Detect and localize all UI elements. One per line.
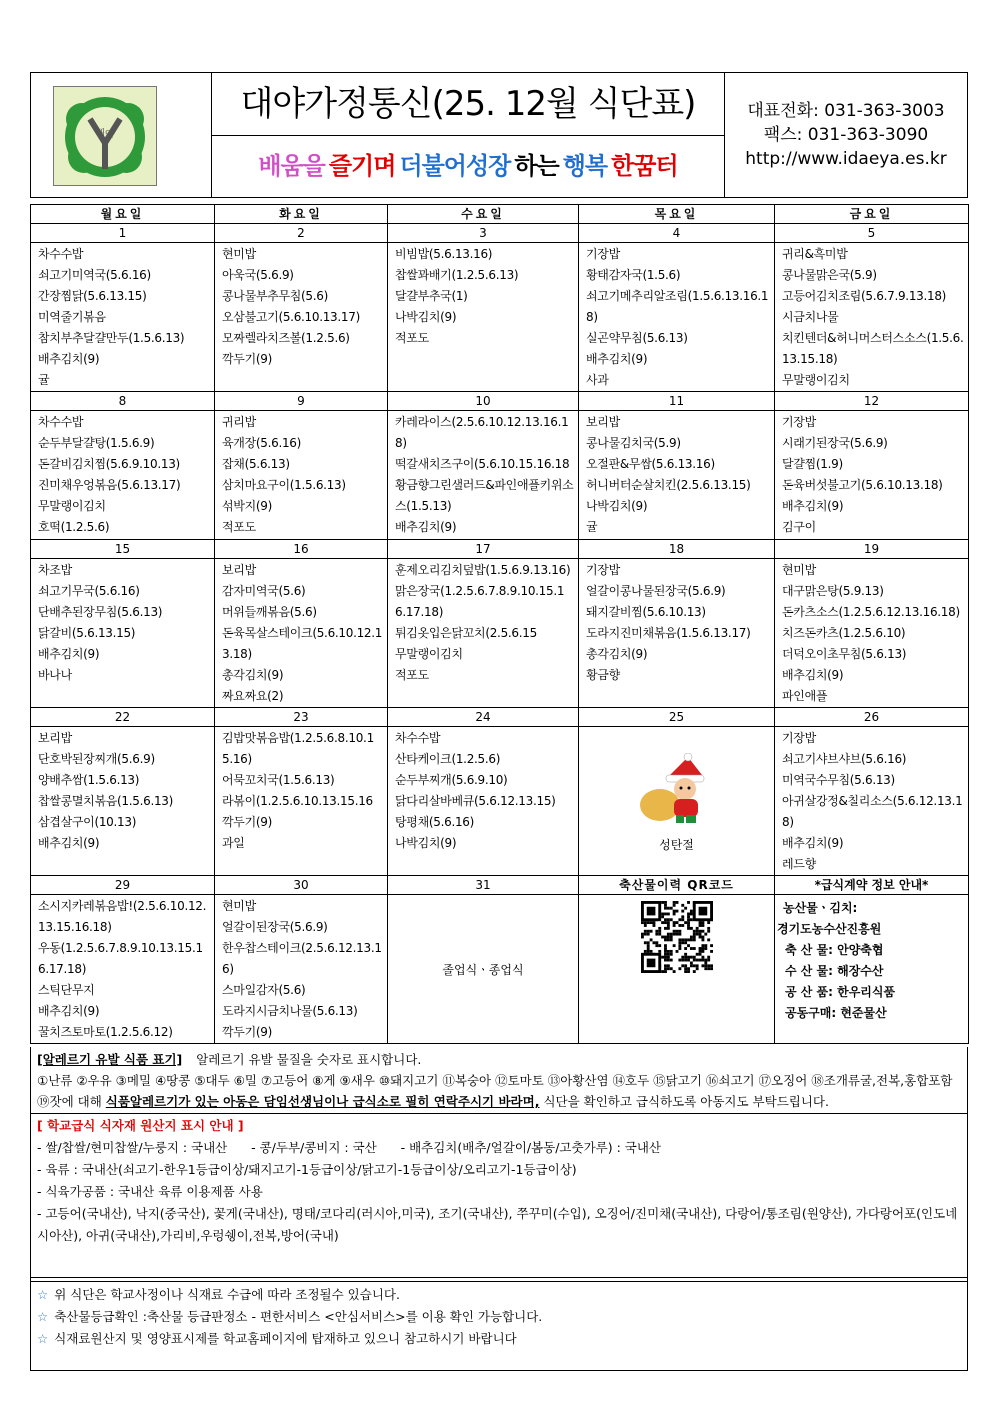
menu-item: 호떡(1.2.5.6) xyxy=(38,520,110,534)
menu-row xyxy=(31,411,969,540)
slogan-word: 배움을 xyxy=(258,152,325,180)
menu-item: 실곤약무침(5.6.13) xyxy=(586,331,688,345)
menu-item: 섞박지(9) xyxy=(222,499,272,513)
menu-item: 삼치마요구이(1.5.6.13) xyxy=(222,478,346,492)
fax-number: 팩스: 031-363-3090 xyxy=(763,125,929,145)
menu-item: 찹쌀꽈배기(1.2.5.6.13) xyxy=(395,268,519,282)
slogan-word: 한꿈터 xyxy=(611,152,678,180)
menu-cell xyxy=(579,411,775,540)
menu-item: 찹쌀콩멸치볶음(1.5.6.13) xyxy=(38,794,174,808)
menu-item: 적포도 xyxy=(395,668,429,682)
allergy-tail: 식단을 확인하고 급식하도록 아동지도 부탁드립니다. xyxy=(543,1094,829,1109)
menu-item: 모짜렐라치즈볼(1.2.5.6) xyxy=(222,331,350,345)
contract-info xyxy=(775,895,969,1044)
menu-cell xyxy=(31,243,215,392)
additional-notes xyxy=(30,1277,968,1371)
contract-header: *급식계약 정보 안내* xyxy=(775,876,969,895)
menu-item: 라볶이(1.2.5.6.10.13.15.16 xyxy=(222,794,373,808)
slogan-word: 즐기며 xyxy=(328,152,396,180)
menu-item: 배추김치(9) xyxy=(38,836,100,850)
contract-line: 농산물ㆍ김치: xyxy=(783,901,858,915)
menu-cell xyxy=(215,727,388,876)
menu-item: 배추김치(9) xyxy=(782,836,844,850)
menu-item: 현미밥 xyxy=(222,247,256,261)
date-number: 5 xyxy=(775,224,969,243)
allergy-list: ①난류 ②우유 ③메밀 ④땅콩 ⑤대두 ⑥밀 ⑦고등어 ⑧게 ⑨새우 ⑩돼지고기 ⑪복숭아 ⑫토마토 ⑬아황산염 ⑭호두 ⑮닭고기 ⑯쇠고기 ⑰오징어 ⑱조개류굴,전복,홍합포함 ⑲잣에 대해 xyxy=(37,1073,953,1109)
menu-item: 콩나물김치국(5.9) xyxy=(586,436,681,450)
menu-item: 황태감자국(1.5.6) xyxy=(586,268,681,282)
title-cell xyxy=(211,73,725,197)
menu-item: 보리밥 xyxy=(586,415,620,429)
menu-item: 도라지시금치나물(5.6.13) xyxy=(222,1004,358,1018)
menu-item: 훈제오리김치덮밥(1.5.6.9.13.16) xyxy=(395,563,571,577)
menu-item: 현미밥 xyxy=(782,563,816,577)
menu-cell xyxy=(579,243,775,392)
contract-line: 수 산 물: 해장수산 xyxy=(785,964,884,978)
holiday-cell xyxy=(579,727,775,876)
menu-item: 배추김치(9) xyxy=(782,499,844,513)
weekday-label: 목요일 xyxy=(579,205,775,224)
menu-item: 산타케이크(1.2.5.6) xyxy=(395,752,501,766)
santa-illustration-icon xyxy=(632,753,722,825)
menu-item: 기장밥 xyxy=(586,247,620,261)
date-number: 23 xyxy=(215,708,388,727)
menu-item: 맑은장국(1.2.5.6.7.8.9.10.15.16.17.18) xyxy=(395,584,565,619)
date-number: 10 xyxy=(388,392,579,411)
menu-item: 카레라이스(2.5.6.10.12.13.16.18) xyxy=(395,415,569,450)
menu-item: 고등어김치조림(5.6.7.9.13.18) xyxy=(782,289,947,303)
date-row xyxy=(31,876,969,895)
origin-heading: [ 학교급식 식자재 원산지 표시 안내 ] xyxy=(37,1118,244,1133)
menu-row xyxy=(31,559,969,708)
qr-header: 축산물이력 QR코드 xyxy=(579,876,775,895)
contract-line: 축 산 물: 안양축협 xyxy=(785,943,884,957)
menu-item: 양배추쌈(1.5.6.13) xyxy=(38,773,140,787)
menu-item: 깍두기(9) xyxy=(222,1025,272,1039)
menu-item: 순두부달걀탕(1.5.6.9) xyxy=(38,436,155,450)
menu-item: 현미밥 xyxy=(222,899,256,913)
date-number: 2 xyxy=(215,224,388,243)
note-text: 위 식단은 학교사정이나 식재료 수급에 따라 조정될수 있습니다. xyxy=(54,1287,400,1302)
menu-item: 어묵꼬치국(1.5.6.13) xyxy=(222,773,335,787)
weekday-label: 화요일 xyxy=(215,205,388,224)
menu-item: 더덕오이초무침(5.6.13) xyxy=(782,647,907,661)
menu-item: 돈육버섯불고기(5.6.10.13.18) xyxy=(782,478,943,492)
menu-item: 배추김치(9) xyxy=(38,1004,100,1018)
menu-item: 탕평채(5.6.16) xyxy=(395,815,475,829)
date-number: 11 xyxy=(579,392,775,411)
menu-cell xyxy=(388,727,579,876)
date-number: 31 xyxy=(388,876,579,895)
menu-item: 콩나물부추무침(5.6) xyxy=(222,289,328,303)
contract-line: 경기도농수산진흥원 xyxy=(777,922,882,936)
qr-cell xyxy=(579,895,775,1044)
menu-item: 무말랭이김치 xyxy=(38,499,106,513)
menu-item: 우동(1.2.5.6.7.8.9.10.13.15.16.17.18) xyxy=(38,941,203,976)
menu-item: 나박김치(9) xyxy=(395,836,457,850)
menu-item: 허니버터순살치킨(2.5.6.13.15) xyxy=(586,478,751,492)
star-icon: ☆ xyxy=(37,1287,49,1302)
menu-item: 삼겹살구이(10.13) xyxy=(38,815,137,829)
menu-item: 황금향 xyxy=(586,668,620,682)
menu-item: 귤 xyxy=(586,520,598,534)
menu-cell xyxy=(775,727,969,876)
menu-cell xyxy=(215,559,388,708)
menu-item: 비빔밥(5.6.13.16) xyxy=(395,247,493,261)
origin-line: - 육류 : 국내산(쇠고기-한우1등급이상/돼지고기-1등급이상/닭고기-1등급이상/오리고기-1등급이상) xyxy=(37,1162,577,1177)
menu-cell xyxy=(215,243,388,392)
menu-cell xyxy=(388,243,579,392)
menu-item: 쇠고기미역국(5.6.16) xyxy=(38,268,151,282)
date-number: 19 xyxy=(775,540,969,559)
menu-item: 돈육목살스테이크(5.6.10.12.13.18) xyxy=(222,626,383,661)
menu-item: 대구맑은탕(5.9.13) xyxy=(782,584,884,598)
menu-item: 사과 xyxy=(586,373,609,387)
date-number: 30 xyxy=(215,876,388,895)
allergy-notice xyxy=(30,1047,968,1114)
menu-item: 차수수밥 xyxy=(395,731,441,745)
menu-item: 돈카츠소스(1.2.5.6.12.13.16.18) xyxy=(782,605,960,619)
menu-item: 치킨텐더&허니머스터스소스(1.5.6.13.15.18) xyxy=(782,331,964,366)
ceremony-label: 졸업식ㆍ종업식 xyxy=(442,962,524,977)
date-row xyxy=(31,392,969,411)
menu-row xyxy=(31,727,969,876)
menu-item: 배추김치(9) xyxy=(38,647,100,661)
menu-item: 배추김치(9) xyxy=(586,352,648,366)
menu-item: 간장찜닭(5.6.13.15) xyxy=(38,289,147,303)
menu-cell xyxy=(579,559,775,708)
menu-item: 감자미역국(5.6) xyxy=(222,584,306,598)
menu-item: 돼지갈비찜(5.6.10.13) xyxy=(586,605,706,619)
svg-text:대야: 대야 xyxy=(95,129,115,140)
menu-item: 보리밥 xyxy=(222,563,256,577)
date-row xyxy=(31,540,969,559)
date-number: 29 xyxy=(31,876,215,895)
slogan-word: 하는 xyxy=(514,152,559,180)
allergy-heading: [알레르기 유발 식품 표기] xyxy=(37,1052,183,1067)
menu-item: 적포도 xyxy=(395,331,429,345)
school-slogan xyxy=(212,136,724,196)
menu-item: 얼갈이콩나물된장국(5.6.9) xyxy=(586,584,726,598)
menu-item: 배추김치(9) xyxy=(38,352,100,366)
menu-item: 파인애플 xyxy=(782,689,828,703)
meal-menu-table xyxy=(30,204,969,1044)
date-number: 17 xyxy=(388,540,579,559)
menu-item: 보리밥 xyxy=(38,731,72,745)
menu-item: 무말랭이김치 xyxy=(395,647,463,661)
menu-item: 쇠고기메추리알조림(1.5.6.13.16.18) xyxy=(586,289,769,324)
menu-row xyxy=(31,895,969,1044)
menu-item: 차수수밥 xyxy=(38,415,84,429)
menu-item: 미역줄기볶음 xyxy=(38,310,106,324)
note-item xyxy=(37,1306,961,1328)
slogan-word: 더불어성장 xyxy=(399,152,511,180)
origin-line: - 식육가공품 : 국내산 육류 이용제품 사용 xyxy=(37,1184,263,1199)
date-number: 12 xyxy=(775,392,969,411)
date-number: 15 xyxy=(31,540,215,559)
phone-number: 대표전화: 031-363-3003 xyxy=(747,101,945,121)
note-text: 식재료원산지 및 영양표시제를 학교홈페이지에 탑재하고 있으니 참고하시기 바랍니다 xyxy=(54,1331,517,1346)
tree-logo-icon xyxy=(54,87,156,185)
menu-cell xyxy=(215,411,388,540)
menu-item: 시래기된장국(5.6.9) xyxy=(782,436,888,450)
menu-cell xyxy=(388,411,579,540)
menu-item: 아욱국(5.6.9) xyxy=(222,268,294,282)
menu-item: 치즈돈카츠(1.2.5.6.10) xyxy=(782,626,906,640)
menu-item: 총각김치(9) xyxy=(586,647,648,661)
menu-item: 짜요짜요(2) xyxy=(222,689,284,703)
note-item xyxy=(37,1284,961,1306)
menu-item: 나박김치(9) xyxy=(586,499,648,513)
star-icon: ☆ xyxy=(37,1331,49,1346)
star-icon: ☆ xyxy=(37,1309,49,1324)
menu-item: 무말랭이김치 xyxy=(782,373,850,387)
menu-item: 달걀찜(1.9) xyxy=(782,457,843,471)
allergy-intro: 알레르기 유발 물질을 숫자로 표시합니다. xyxy=(196,1052,422,1067)
menu-item: 차수수밥 xyxy=(38,247,84,261)
menu-item: 단호박된장찌개(5.6.9) xyxy=(38,752,155,766)
header xyxy=(30,72,968,198)
date-row xyxy=(31,224,969,243)
menu-cell xyxy=(775,411,969,540)
menu-item: 닭다리살바베큐(5.6.12.13.15) xyxy=(395,794,556,808)
school-url[interactable]: http://www.idaeya.es.kr xyxy=(745,149,947,169)
menu-item: 소시지카레볶음밥!(2.5.6.10.12.13.15.16.18) xyxy=(38,899,207,934)
menu-item: 머위들깨볶음(5.6) xyxy=(222,605,317,619)
menu-item: 육개장(5.6.16) xyxy=(222,436,302,450)
note-item xyxy=(37,1328,961,1350)
menu-item: 쇠고기무국(5.6.16) xyxy=(38,584,140,598)
date-number: 18 xyxy=(579,540,775,559)
menu-item: 기장밥 xyxy=(586,563,620,577)
menu-cell xyxy=(31,411,215,540)
menu-item: 아귀살강정&칠리소스(5.6.12.13.18) xyxy=(782,794,963,829)
qr-code-icon[interactable] xyxy=(641,901,713,973)
menu-item: 쇠고기샤브샤브(5.6.16) xyxy=(782,752,907,766)
menu-item: 미역국수무침(5.6.13) xyxy=(782,773,895,787)
menu-item: 배추김치(9) xyxy=(782,668,844,682)
page-title: 대야가정통신(25. 12월 식단표) xyxy=(212,73,724,136)
menu-item: 참치부추달걀만두(1.5.6.13) xyxy=(38,331,185,345)
menu-item: 적포도 xyxy=(222,520,256,534)
date-number: 9 xyxy=(215,392,388,411)
menu-item: 콩나물맑은국(5.9) xyxy=(782,268,877,282)
menu-cell xyxy=(31,895,215,1044)
menu-item: 떡갈새치즈구이(5.6.10.15.16.18 xyxy=(395,457,570,471)
menu-cell xyxy=(31,727,215,876)
menu-item: 한우찹스테이크(2.5.6.12.13.16) xyxy=(222,941,382,976)
menu-item: 튀김옷입은닭꼬치(2.5.6.15 xyxy=(395,626,537,640)
date-number: 24 xyxy=(388,708,579,727)
menu-item: 깍두기(9) xyxy=(222,815,272,829)
menu-item: 과일 xyxy=(222,836,245,850)
weekday-label: 월요일 xyxy=(31,205,215,224)
menu-item: 레드향 xyxy=(782,857,816,871)
menu-item: 오삼불고기(5.6.10.13.17) xyxy=(222,310,360,324)
menu-item: 스마일감자(5.6) xyxy=(222,983,306,997)
menu-item: 순두부찌개(5.6.9.10) xyxy=(395,773,508,787)
menu-item: 차조밥 xyxy=(38,563,72,577)
menu-item: 잡채(5.6.13) xyxy=(222,457,290,471)
menu-item: 스틱단무지 xyxy=(38,983,95,997)
menu-cell xyxy=(775,243,969,392)
menu-item: 김구이 xyxy=(782,520,816,534)
menu-cell xyxy=(388,559,579,708)
contract-line: 공동구매: 현준물산 xyxy=(785,1006,887,1020)
date-number: 1 xyxy=(31,224,215,243)
contact-info xyxy=(725,73,967,197)
origin-notice xyxy=(30,1111,968,1282)
school-logo xyxy=(53,86,157,186)
menu-item: 기장밥 xyxy=(782,731,816,745)
menu-item: 귤 xyxy=(38,373,50,387)
menu-item: 달걀부추국(1) xyxy=(395,289,468,303)
menu-item: 얼갈이된장국(5.6.9) xyxy=(222,920,328,934)
menu-cell xyxy=(31,559,215,708)
menu-item: 나박김치(9) xyxy=(395,310,457,324)
contract-line: 공 산 품: 한우리식품 xyxy=(785,985,896,999)
menu-item: 김밥맛볶음밥(1.2.5.6.8.10.15.16) xyxy=(222,731,374,766)
ceremony-cell xyxy=(388,895,579,1044)
date-number: 26 xyxy=(775,708,969,727)
menu-item: 도라지진미채볶음(1.5.6.13.17) xyxy=(586,626,751,640)
menu-item: 총각김치(9) xyxy=(222,668,284,682)
date-number: 22 xyxy=(31,708,215,727)
origin-line: - 쌀/찹쌀/현미찹쌀/누룽지 : 국내산 - 콩/두부/콩비지 : 국산 - 배추김치(배추/얼갈이/봄동/고춧가루) : 국내산 xyxy=(37,1140,661,1155)
menu-item: 깍두기(9) xyxy=(222,352,272,366)
date-number: 4 xyxy=(579,224,775,243)
date-number: 25 xyxy=(579,708,775,727)
origin-line: - 고등어(국내산), 낙지(중국산), 꽃게(국내산), 명태/코다리(러시아,미국), 조기(국내산), 쭈꾸미(수입), 오징어/진미채(국내산), 다랑어/통조림(원양산), 가다랑어포(인도네시아산), 아귀(국내산),가리비,우렁쉥이,전복,방어(국내) xyxy=(37,1206,958,1243)
allergy-emphasis: 식품알레르기가 있는 아동은 담임선생님이나 급식소로 필히 연락주시기 바라며, xyxy=(105,1094,540,1109)
menu-item: 오절판&무쌈(5.6.13.16) xyxy=(586,457,715,471)
date-number: 16 xyxy=(215,540,388,559)
menu-item: 배추김치(9) xyxy=(395,520,457,534)
date-row xyxy=(31,708,969,727)
menu-cell xyxy=(775,559,969,708)
menu-item: 바나나 xyxy=(38,668,72,682)
menu-item: 진미채우엉볶음(5.6.13.17) xyxy=(38,478,181,492)
menu-item: 꿀치즈토마토(1.2.5.6.12) xyxy=(38,1025,173,1039)
menu-item: 기장밥 xyxy=(782,415,816,429)
menu-item: 황금향그린샐러드&파인애플키위소스(1.5.13) xyxy=(395,478,574,513)
menu-row xyxy=(31,243,969,392)
menu-item: 닭갈비(5.6.13.15) xyxy=(38,626,136,640)
logo-cell xyxy=(31,73,211,197)
date-number: 3 xyxy=(388,224,579,243)
weekday-label: 금요일 xyxy=(775,205,969,224)
menu-cell xyxy=(215,895,388,1044)
menu-item: 단배추된장무침(5.6.13) xyxy=(38,605,163,619)
menu-item: 시금치나물 xyxy=(782,310,839,324)
date-number: 8 xyxy=(31,392,215,411)
weekday-label: 수요일 xyxy=(388,205,579,224)
holiday-label: 성탄절 xyxy=(659,838,694,852)
menu-item: 귀리&흑미밥 xyxy=(782,247,848,261)
menu-item: 귀리밥 xyxy=(222,415,256,429)
slogan-word: 행복 xyxy=(562,152,608,180)
menu-item: 돈갈비김치찜(5.6.9.10.13) xyxy=(38,457,180,471)
weekday-header-row xyxy=(31,205,969,224)
note-text: 축산물등급확인 :축산물 등급판정소 - 편한서비스 <안심서비스>를 이용 확인 가능합니다. xyxy=(54,1309,543,1324)
